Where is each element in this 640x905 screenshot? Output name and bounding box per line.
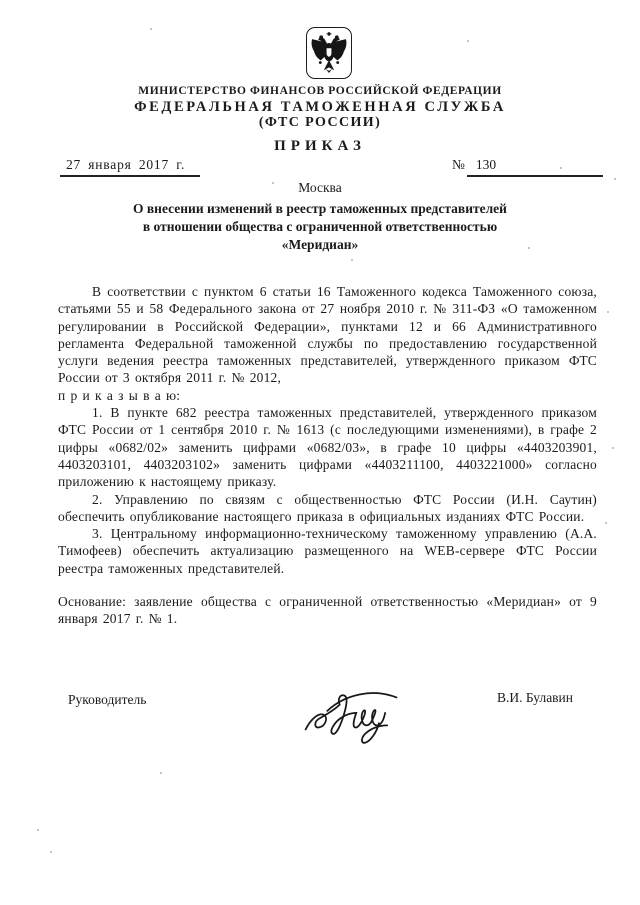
scan-speck [272, 182, 274, 184]
basis-paragraph: Основание: заявление общества с ограниченной ответственностью «Меридиан» от 9 января 2017 г. № 1. [58, 594, 597, 627]
date-field: 27 января 2017 г. [60, 157, 200, 177]
order-item-2: 2. Управлению по связям с общественностью ФТС России (И.Н. Саутин) обеспечить опубликование настоящего приказа в официальных изданиях ФТС России. [58, 491, 597, 524]
number-value: 130 [467, 157, 603, 177]
number-field [452, 157, 603, 177]
scan-speck [37, 829, 39, 831]
scan-speck [612, 447, 614, 449]
scan-speck [160, 772, 162, 774]
ministry-name: МИНИСТЕРСТВО ФИНАНСОВ РОССИЙСКОЙ ФЕДЕРАЦИИ [138, 85, 502, 97]
order-item-3: 3. Центральному информационно-техническому таможенному управлению (А.А. Тимофеев) обеспечить актуализацию размещенного на WEB-сервере ФТС России реестра таможенных представителей. [58, 526, 597, 576]
service-abbreviation: (ФТС РОССИИ) [258, 115, 382, 130]
scan-speck [528, 247, 530, 249]
scan-speck [467, 40, 469, 42]
order-title-line: «Меридиан» [281, 237, 359, 252]
service-name: ФЕДЕРАЛЬНАЯ ТАМОЖЕННАЯ СЛУЖБА [134, 99, 506, 115]
scan-speck [150, 28, 152, 30]
number-sign: № [452, 157, 465, 172]
order-title-line: О внесении изменений в реестр таможенных представителей [133, 201, 507, 216]
signature-position-label: Руководитель [68, 692, 147, 707]
city-label: Москва [298, 180, 342, 195]
order-title [70, 200, 570, 254]
scan-speck [351, 259, 353, 261]
order-item-1: 1. В пункте 682 реестра таможенных представителей, утвержденного приказом ФТС России от 1 сентября 2010 г. № 1613 (с последующими изменениями), в графе 2 цифры «0682/02» заменить цифрами «0682/03», в графе 10 цифры «4403203901, 4403203101, 4403203102» заменить цифрами «4403211100, 4403221000» согласно приложению к настоящему приказу. [58, 405, 597, 490]
order-word: п р и к а з ы в а ю: [58, 387, 181, 403]
russian-coat-of-arms-icon [309, 30, 349, 76]
order-title-line: в отношении общества с ограниченной ответственностью [142, 219, 498, 234]
coat-of-arms-frame [306, 27, 352, 79]
scan-speck [560, 167, 562, 169]
scan-speck [50, 851, 52, 853]
intro-paragraph: В соответствии с пунктом 6 статьи 16 Таможенного кодекса Таможенного союза, статьями 55 и 58 Федерального закона от 27 ноября 2010 г. № 311-ФЗ «О таможенном регулировании в Российской Федерации», пунктами 12 и 66 Административного регламента Федеральной таможенной службы по предоставлению государственной услуги ведения реестра таможенных представителей, утвержденного приказом ФТС России от 3 октября 2011 г. № 2012, [58, 284, 597, 386]
document-type-heading: ПРИКАЗ [274, 138, 366, 154]
scan-speck [614, 178, 616, 180]
signer-name: В.И. Булавин [497, 690, 574, 705]
order-body [58, 283, 597, 628]
handwritten-signature-icon [298, 684, 402, 746]
scan-speck [607, 311, 609, 313]
scan-speck [605, 522, 607, 524]
